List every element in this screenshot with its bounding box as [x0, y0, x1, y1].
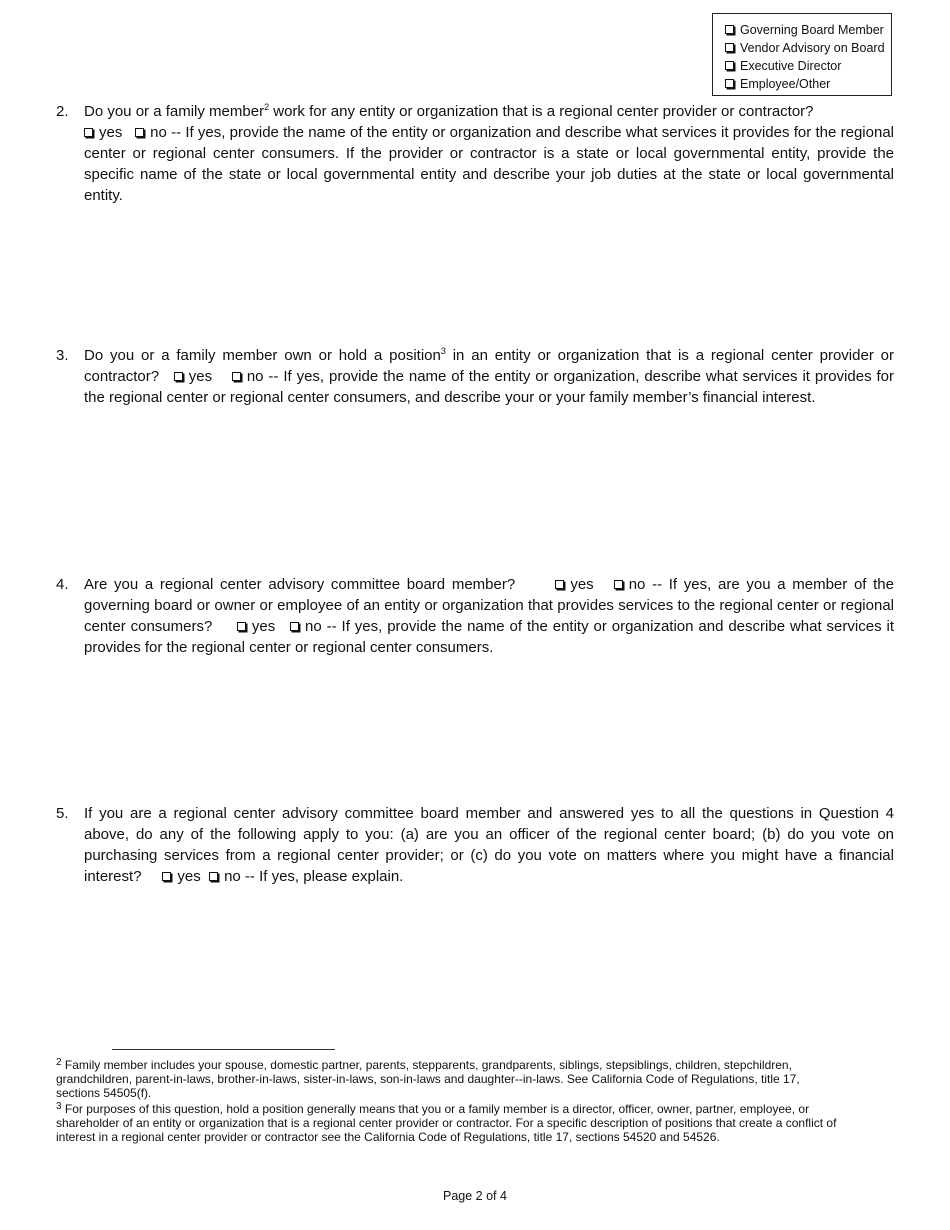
footnote-mark: 3 — [56, 1101, 62, 1112]
yes-option[interactable] — [555, 574, 593, 595]
yes-label: yes — [251, 618, 276, 635]
question-lead-text-cont: in an entity or organization that is a regional center provider or contractor? — [84, 347, 894, 385]
question-text — [84, 803, 894, 887]
question-text — [84, 574, 894, 658]
question-lead-text: Do you or a family member own or hold a position — [84, 347, 441, 364]
no-instructions: no -- If yes, please explain. — [224, 868, 404, 885]
role-checkbox-group — [712, 13, 892, 96]
footnote-text: For purposes of this question, hold a position generally means that you or a family member is a director, officer, owner, partner, employee, or shareholder of an entity or organization that is a regional center provider or contractor. For a specific description of positions that create a conflict of interest in a regional center provider or contractor see the California Code of Regulations, title 17, sections 54520 and 54526. — [56, 1102, 837, 1144]
yes-option[interactable] — [162, 866, 200, 887]
question-text — [84, 345, 894, 408]
checkbox-icon[interactable] — [232, 372, 241, 381]
footnote-3 — [56, 1102, 846, 1144]
yes-label: yes — [99, 124, 123, 141]
yes-option-followup[interactable] — [237, 616, 275, 637]
footnote-mark: 2 — [56, 1057, 62, 1068]
no-option-followup[interactable] — [290, 616, 305, 637]
question-2 — [56, 101, 894, 206]
no-option[interactable] — [209, 866, 224, 887]
checkbox-icon[interactable] — [725, 61, 734, 70]
no-instructions: no -- If yes, provide the name of the entity or organization, describe what services it provides for the regional center or regional center consumers, and describe your or your family member’s financial interest. — [84, 368, 894, 406]
question-number: 4. — [56, 576, 69, 593]
checkbox-icon[interactable] — [84, 128, 93, 137]
no-option[interactable] — [614, 574, 629, 595]
checkbox-icon[interactable] — [174, 372, 183, 381]
yes-option[interactable] — [84, 122, 122, 143]
no-instructions-followup: no -- If yes, provide the name of the entity or organization and describe what services it provides for the regional center or regional center consumers. — [84, 618, 894, 656]
checkbox-icon[interactable] — [614, 580, 623, 589]
question-text — [84, 101, 894, 206]
no-option[interactable] — [232, 366, 247, 387]
role-option-governing-board[interactable] — [725, 21, 891, 39]
question-lead-text-cont: work for any entity or organization that is a regional center provider or contractor? — [269, 103, 814, 120]
no-option[interactable] — [135, 122, 150, 143]
question-number: 3. — [56, 347, 69, 364]
checkbox-icon[interactable] — [237, 622, 246, 631]
footnote-ref: 2 — [264, 102, 270, 112]
yes-option[interactable] — [174, 366, 212, 387]
footnote-ref: 3 — [440, 346, 446, 356]
question-4 — [56, 574, 894, 658]
question-lead-text: Are you a regional center advisory committee board member? — [84, 576, 516, 593]
checkbox-icon[interactable] — [209, 872, 218, 881]
role-option-label: Vendor Advisory on Board — [740, 41, 885, 55]
question-3 — [56, 345, 894, 408]
question-number: 2. — [56, 103, 69, 120]
role-option-label: Executive Director — [740, 59, 842, 73]
question-lead-text: If you are a regional center advisory committee board member and answered yes to all the questions in Question 4 above, do any of the following apply to you: (a) are you an officer of the regional center board; (b) do you vote on purchasing services from a regional center provider; or (c) do you vote on matters where you might have a financial interest? — [84, 805, 894, 885]
role-option-vendor-advisory[interactable] — [725, 39, 891, 57]
checkbox-icon[interactable] — [725, 43, 734, 52]
yes-label: yes — [188, 368, 213, 385]
checkbox-icon[interactable] — [725, 79, 734, 88]
checkbox-icon[interactable] — [290, 622, 299, 631]
role-option-executive-director[interactable] — [725, 57, 891, 75]
no-instructions: no -- If yes, are you a member of the governing board or owner or employee of an entity or organization that provides services to the regional center or regional center consumers? — [84, 576, 894, 635]
role-option-label: Employee/Other — [740, 77, 831, 91]
footnote-2 — [56, 1058, 846, 1100]
yes-label: yes — [177, 868, 201, 885]
checkbox-icon[interactable] — [725, 25, 734, 34]
footnote-text: Family member includes your spouse, domestic partner, parents, stepparents, grandparents, siblings, stepsiblings, children, stepchildren, grandchildren, parent-in-laws, brother-in-laws, sister-in-laws, son-in-laws and daughter-‐in-laws. See California Code of Regulations, title 17, sections 54505(f). — [56, 1058, 800, 1100]
checkbox-icon[interactable] — [555, 580, 564, 589]
checkbox-icon[interactable] — [162, 872, 171, 881]
question-lead-text: Do you or a family member — [84, 103, 265, 120]
page-number: Page 2 of 4 — [443, 1189, 507, 1203]
checkbox-icon[interactable] — [135, 128, 144, 137]
role-option-label: Governing Board Member — [740, 23, 884, 37]
yes-label: yes — [570, 576, 594, 593]
no-instructions: no -- If yes, provide the name of the entity or organization and describe what services it provides for the regional center or regional center consumers. If the provider or contractor is a state or local governmental entity, provide the specific name of the state or local governmental entity and describe your job duties at the state or local governmental entity. — [84, 124, 894, 204]
question-number: 5. — [56, 805, 69, 822]
footnote-separator — [112, 1049, 335, 1050]
role-option-employee-other[interactable] — [725, 75, 891, 93]
question-5 — [56, 803, 894, 887]
